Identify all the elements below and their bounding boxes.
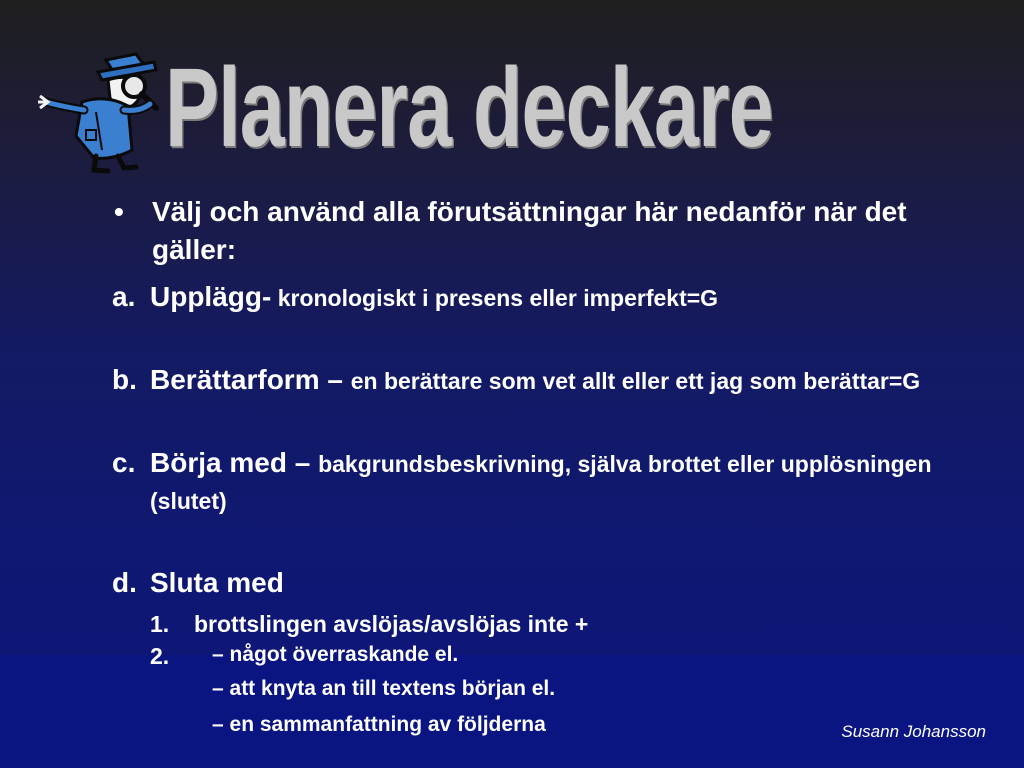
- slide-content: [112, 193, 972, 742]
- option-1: – något överraskande el.: [212, 643, 459, 666]
- option-2: – att knyta an till textens början el.: [212, 677, 556, 700]
- option-3: – en sammanfattning av följderna: [212, 713, 546, 736]
- item-heading: Börja med –: [150, 447, 319, 478]
- item-body: [150, 362, 920, 399]
- item-detail: bakgrundsbeskrivning, själva brottet eller upplösningen (slutet): [150, 451, 932, 514]
- item-a: [112, 279, 972, 316]
- item-body: [150, 279, 718, 316]
- ending-text: brottslingen avslöjas/avslöjas inte +: [194, 611, 589, 637]
- item-body: [150, 565, 284, 602]
- item-letter: b.: [112, 364, 137, 395]
- item-letter: d.: [112, 567, 137, 598]
- intro-text: Välj och använd alla förutsättningar här nedanför när det gäller:: [152, 196, 907, 265]
- item-heading: Sluta med: [150, 567, 284, 598]
- ending-1: [112, 608, 972, 640]
- bullet-dot: •: [114, 196, 124, 227]
- ending-number: 1.: [150, 611, 170, 637]
- item-heading: Berättarform –: [150, 364, 351, 395]
- item-c: [112, 445, 972, 519]
- item-body: [150, 445, 972, 519]
- item-letter: c.: [112, 447, 136, 478]
- ending-number: 2.: [150, 643, 170, 669]
- item-d: [112, 565, 972, 602]
- item-b: [112, 362, 972, 399]
- detective-icon: [36, 50, 166, 175]
- intro-bullet: [112, 193, 972, 269]
- item-detail: en berättare som vet allt eller ett jag som berättar=G: [350, 368, 921, 394]
- author-credit: Susann Johansson: [841, 722, 986, 741]
- item-letter: a.: [112, 281, 136, 312]
- item-detail: kronologiskt i presens eller imperfekt=G: [271, 285, 719, 311]
- slide-title: Planera deckare: [165, 45, 773, 170]
- item-heading: Upplägg-: [150, 281, 272, 312]
